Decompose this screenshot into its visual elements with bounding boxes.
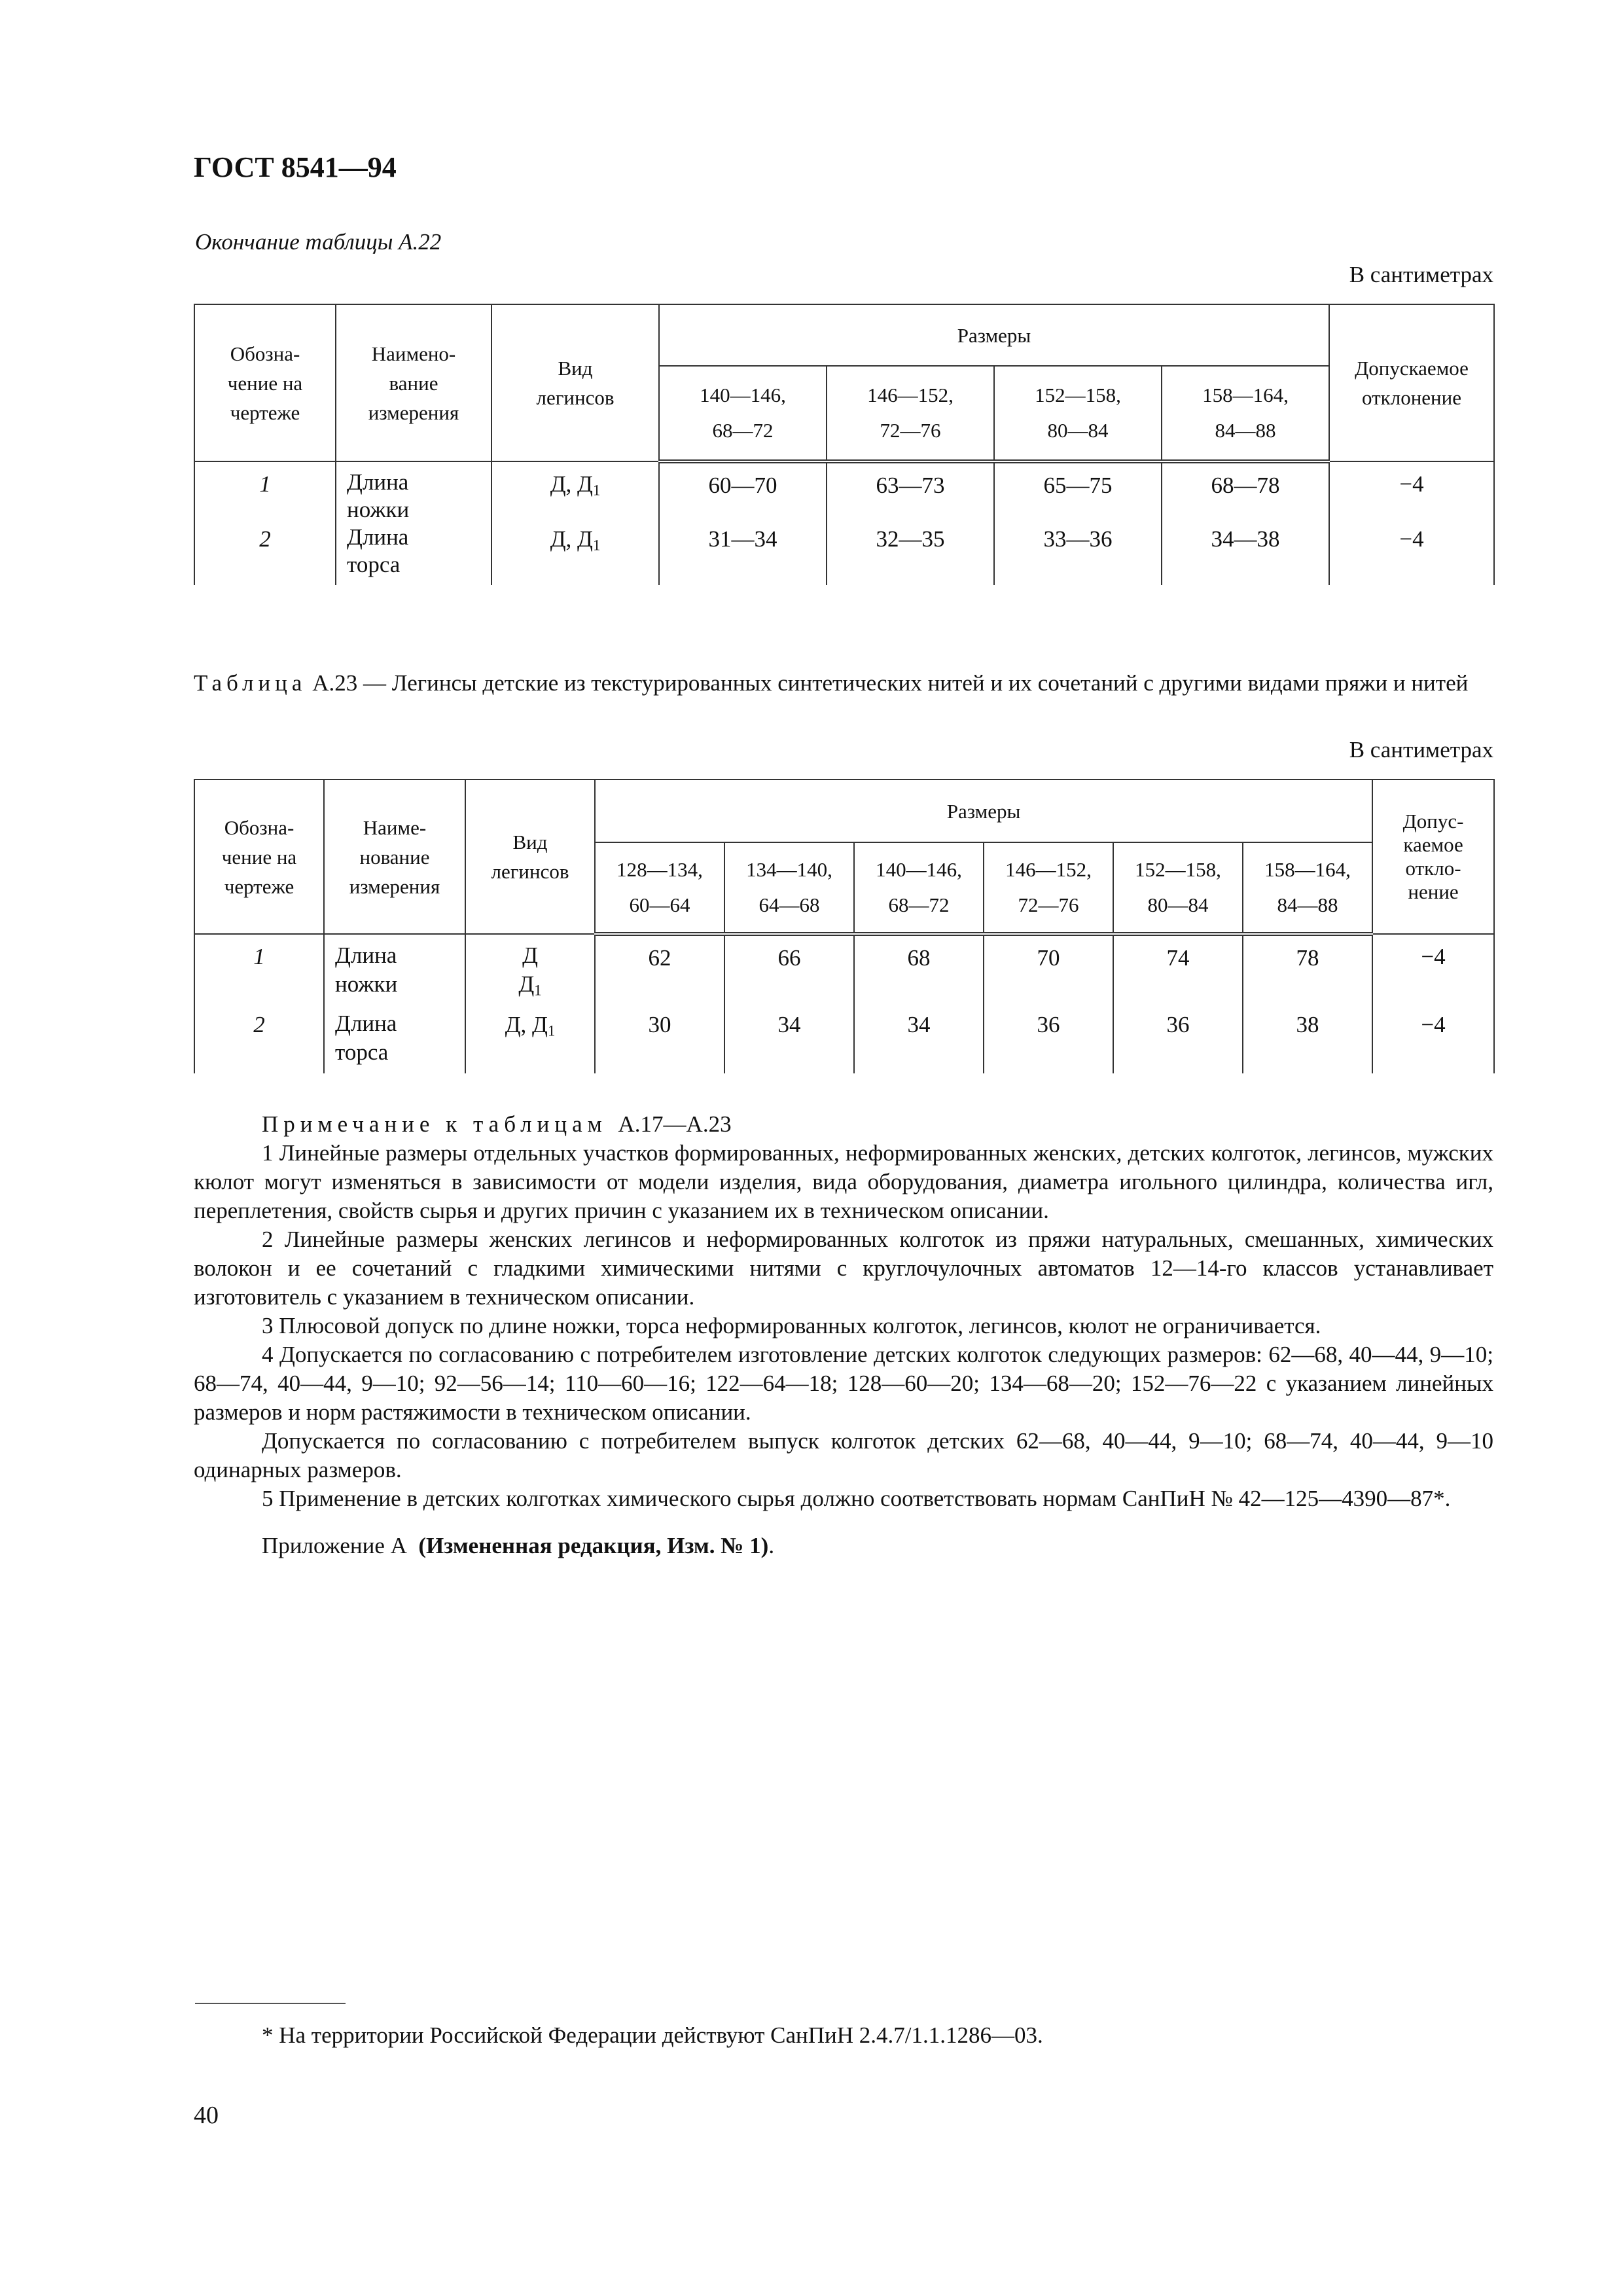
header-size-col: 152—158, 80—84 bbox=[1113, 842, 1243, 934]
header-sizes: Размеры bbox=[659, 304, 1329, 366]
row-measure-name: Длина торса bbox=[324, 1005, 465, 1073]
header-size-col: 140—146, 68—72 bbox=[659, 366, 827, 461]
table2-unit-label: В сантиметрах bbox=[1349, 737, 1493, 762]
note-item: 1 Линейные размеры отдельных участков формированных, неформированных женских, детских колготок, легинсов, мужских кюлот могут изменяться в зависимости от модели изделия, вида оборудования, диаметра игольного цилиндра, количества игл, переплетения, свойств сырья и других причин с указанием их в техническом описании. bbox=[194, 1140, 1493, 1223]
row-leggings-type: Д, $Д_1$ bbox=[491, 524, 659, 585]
header-size-col: 158—164, 84—88 bbox=[1243, 842, 1372, 934]
row-measure-name: Длина ножки bbox=[336, 461, 491, 524]
header-designation: Обозна- чение на чертеже bbox=[194, 780, 324, 934]
row-size-value: 33—36 bbox=[994, 524, 1162, 585]
notes-block bbox=[194, 1110, 1493, 1560]
table1-unit-label: В сантиметрах bbox=[1349, 262, 1493, 287]
row-size-value: 36 bbox=[984, 1005, 1113, 1073]
footnote: * На территории Российской Федерации действуют СанПиН 2.4.7/1.1.1286—03. bbox=[262, 2022, 1043, 2048]
row-size-value: 62 bbox=[595, 934, 724, 1005]
header-size-col: 140—146, 68—72 bbox=[854, 842, 984, 934]
row-size-value: 66 bbox=[724, 934, 854, 1005]
header-size-col: 134—140, 64—68 bbox=[724, 842, 854, 934]
row-size-value: 30 bbox=[595, 1005, 724, 1073]
footnote-divider bbox=[195, 2003, 346, 2004]
header-size-col: 158—164, 84—88 bbox=[1162, 366, 1329, 461]
notes-heading: Примечание к таблицам А.17—А.23 bbox=[262, 1111, 732, 1137]
row-size-value: 74 bbox=[1113, 934, 1243, 1005]
row-size-value: 34 bbox=[724, 1005, 854, 1073]
note-item: 4 Допускается по согласованию с потребителем изготовление детских колготок следующих размеров: 62—68, 40—44, 9—10; 68—74, 40—44, 9—10; 92—56—14; 110—60—16; 122—64—18; 128—60—20; 134—68—20; 152—76—22 с указанием линейных размеров и норм растяжимости в техническом описании. bbox=[194, 1342, 1493, 1425]
note-item: 3 Плюсовой допуск по длине ножки, торса неформированных колготок, легинсов, кюлот не ограничивается. bbox=[262, 1313, 1321, 1338]
header-measure-name: Наимено- вание измерения bbox=[336, 304, 491, 461]
row-number: 2 bbox=[194, 524, 336, 585]
row-size-value: 65—75 bbox=[994, 461, 1162, 524]
page-number: 40 bbox=[194, 2102, 219, 2129]
header-size-col: 128—134, 60—64 bbox=[595, 842, 724, 934]
row-size-value: 32—35 bbox=[827, 524, 994, 585]
header-sizes: Размеры bbox=[595, 780, 1372, 842]
table-continuation-label: Окончание таблицы А.22 bbox=[195, 229, 442, 255]
row-size-value: 60—70 bbox=[659, 461, 827, 524]
row-size-value: 70 bbox=[984, 934, 1113, 1005]
table-row bbox=[194, 524, 1494, 585]
note-item: 2 Линейные размеры женских легинсов и неформированных колготок из пряжи натуральных, смешанных, химических волокон и ее сочетаний с гладкими химическими нитями с круглочулочных автоматов 12—14-го классов устанавливает изготовитель с указанием в техническом описании. bbox=[194, 1227, 1493, 1310]
row-leggings-type: Д $Д_1$ bbox=[465, 934, 595, 1005]
note-item: 5 Применение в детских колготках химического сырья должно соответствовать нормам СанПиН № 42—125—4390—87*. bbox=[262, 1486, 1451, 1511]
row-number: 1 bbox=[194, 461, 336, 524]
row-size-value: 34—38 bbox=[1162, 524, 1329, 585]
header-size-col: 152—158, 80—84 bbox=[994, 366, 1162, 461]
row-size-value: 63—73 bbox=[827, 461, 994, 524]
row-measure-name: Длина ножки bbox=[324, 934, 465, 1005]
table-a22 bbox=[194, 304, 1495, 585]
row-tolerance: −4 bbox=[1372, 934, 1494, 1005]
header-designation: Обозна- чение на чертеже bbox=[194, 304, 336, 461]
note-item: Допускается по согласованию с потребителем выпуск колготок детских 62—68, 40—44, 9—10; 68—74, 40—44, 9—10 одинарных размеров. bbox=[194, 1428, 1493, 1482]
row-leggings-type: Д, $Д_1$ bbox=[465, 1005, 595, 1073]
row-number: 2 bbox=[194, 1005, 324, 1073]
header-size-col: 146—152, 72—76 bbox=[984, 842, 1113, 934]
table-row bbox=[194, 1005, 1494, 1073]
document-header: ГОСТ 8541—94 bbox=[194, 151, 397, 183]
row-number: 1 bbox=[194, 934, 324, 1005]
row-size-value: 34 bbox=[854, 1005, 984, 1073]
header-tolerance: Допускаемое отклонение bbox=[1329, 304, 1494, 461]
header-leggings-type: Вид легинсов bbox=[465, 780, 595, 934]
header-measure-name: Наиме- нование измерения bbox=[324, 780, 465, 934]
row-size-value: 68 bbox=[854, 934, 984, 1005]
row-size-value: 36 bbox=[1113, 1005, 1243, 1073]
row-measure-name: Длина торса bbox=[336, 524, 491, 585]
row-size-value: 38 bbox=[1243, 1005, 1372, 1073]
row-leggings-type: Д, $Д_1$ bbox=[491, 461, 659, 524]
header-size-col: 146—152, 72—76 bbox=[827, 366, 994, 461]
row-size-value: 31—34 bbox=[659, 524, 827, 585]
row-tolerance: −4 bbox=[1372, 1005, 1494, 1073]
appendix-note: Приложение А (Измененная редакция, Изм. № 1). bbox=[262, 1533, 775, 1558]
table-row bbox=[194, 934, 1494, 1005]
row-tolerance: −4 bbox=[1329, 461, 1494, 524]
header-leggings-type: Вид легинсов bbox=[491, 304, 659, 461]
header-tolerance: Допус- каемое откло- нение bbox=[1372, 780, 1494, 934]
row-tolerance: −4 bbox=[1329, 524, 1494, 585]
row-size-value: 78 bbox=[1243, 934, 1372, 1005]
table-row bbox=[194, 461, 1494, 524]
row-size-value: 68—78 bbox=[1162, 461, 1329, 524]
table-a23-title: Таблица А.23 — Легинсы детские из текстурированных синтетических нитей и их сочетаний с другими видами пряжи и нитей bbox=[194, 670, 1469, 696]
table-a23 bbox=[194, 779, 1495, 1073]
